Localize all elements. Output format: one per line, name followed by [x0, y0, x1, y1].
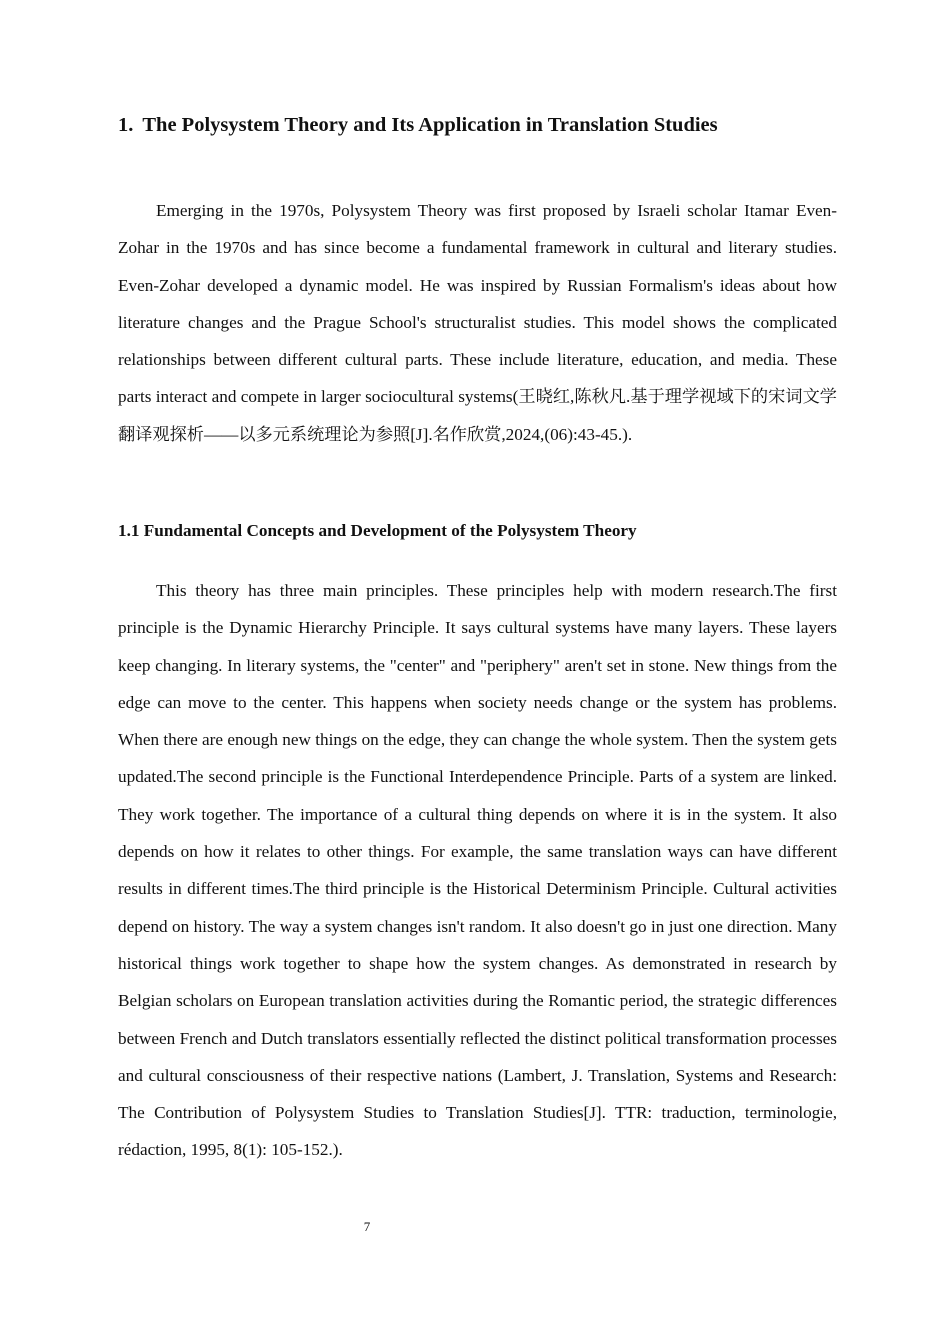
subsection-heading: 1.1 Fundamental Concepts and Development of the Polysystem Theory	[118, 521, 637, 540]
page-number: 7	[363, 1219, 371, 1234]
section-title: The Polysystem Theory and Its Application in Translation Studies	[142, 114, 718, 136]
section-number: 1.	[118, 114, 134, 136]
section-heading	[118, 110, 837, 140]
paragraph-principles: This theory has three main principles. These principles help with modern research.The first principle is the Dynamic Hierarchy Principle. It says cultural systems have many layers. These layers keep changing. In literary systems, the "center" and "periphery" aren't set in stone. New things from the edge can move to the center. This happens when society needs change or the system has problems. When there are enough new things on the edge, they can change the whole system. Then the system gets updated.The second principle is the Functional Interdependence Principle. Parts of a system are linked. They work together. The importance of a cultural thing depends on where it is in the system. It also depends on how it relates to other things. For example, the same translation ways can have different results in different times.The third principle is the Historical Determinism Principle. Cultural activities depend on history. The way a system changes isn't random. It also doesn't go in just one direction. Many historical things work together to shape how the system changes. As demonstrated in research by Belgian scholars on European translation activities during the Romantic period, the strategic differences between French and Dutch translators essentially reflected the distinct political transformation processes and cultural consciousness of their respective nations (Lambert, J. Translation, Systems and Research: The Contribution of Polysystem Studies to Translation Studies[J]. TTR: traduction, terminologie, rédaction, 1995, 8(1): 105-152.).	[118, 581, 837, 1160]
paragraph-intro: Emerging in the 1970s, Polysystem Theory was first proposed by Israeli scholar Itamar Even-Zohar in the 1970s and has since become a fundamental framework in cultural and literary studies. Even-Zohar developed a dynamic model. He was inspired by Russian Formalism's ideas about how literature changes and the Prague School's structuralist studies. This model shows the complicated relationships between different cultural parts. These include literature, education, and media. These parts interact and compete in larger sociocultural systems(王晓红,陈秋凡.基于理学视域下的宋词文学翻译观探析——以多元系统理论为参照[J].名作欣赏,2024,(06):43-45.).	[118, 201, 837, 444]
